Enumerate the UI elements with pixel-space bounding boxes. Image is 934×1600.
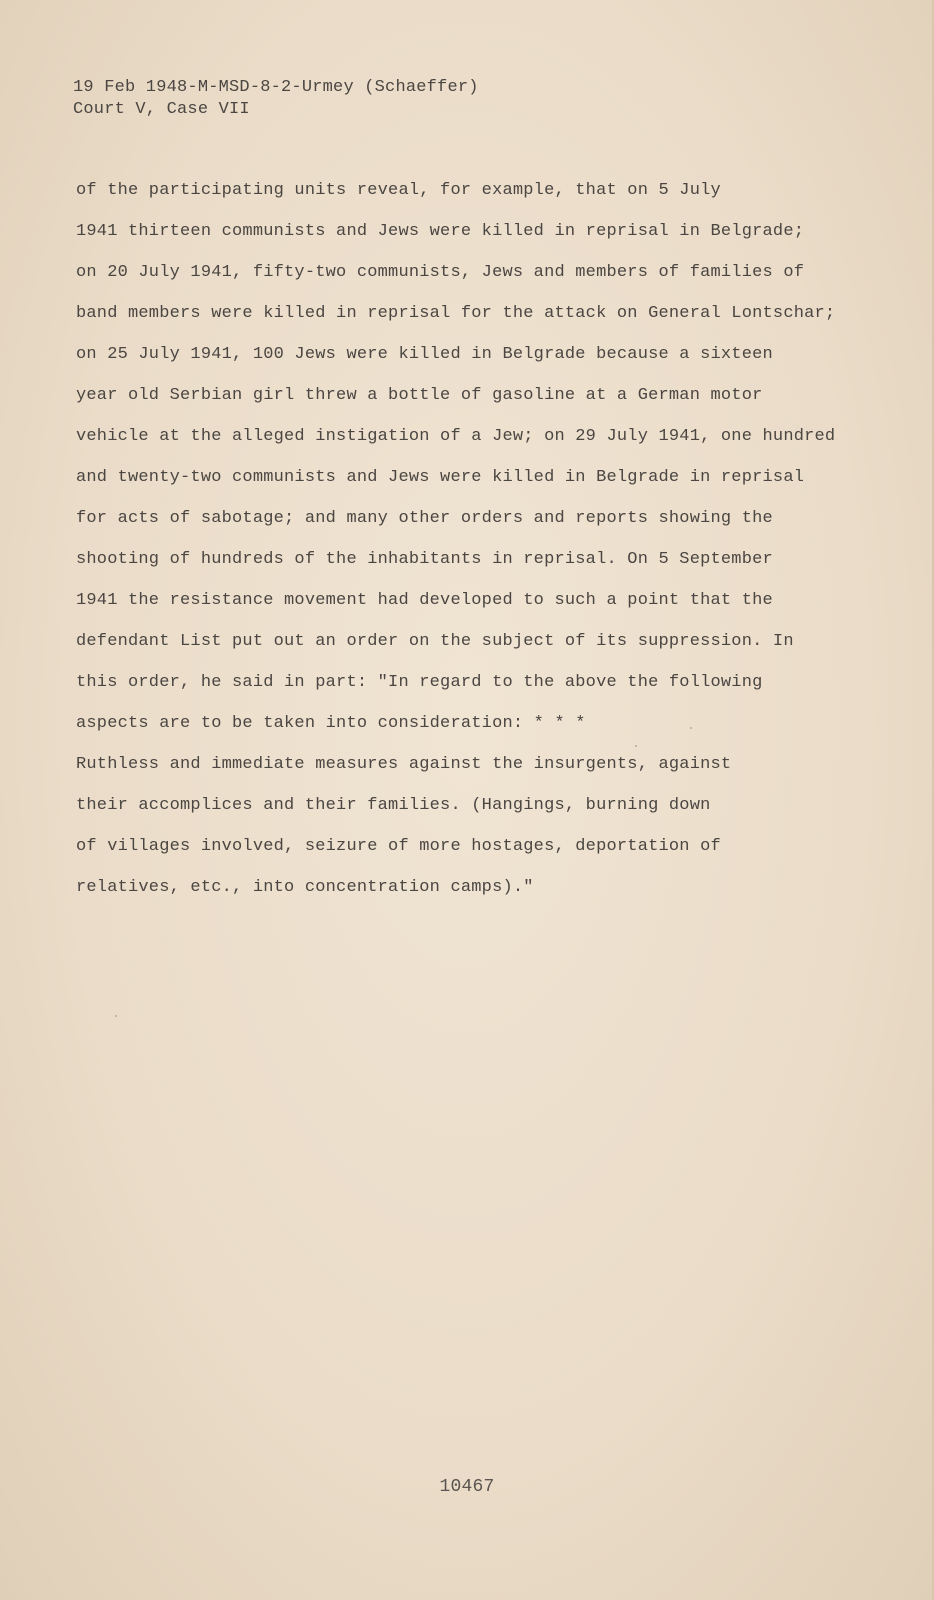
body-line: of villages involved, seizure of more hostages, deportation of bbox=[76, 837, 721, 856]
body-line: and twenty-two communists and Jews were killed in Belgrade in reprisal bbox=[76, 468, 805, 487]
body-line: band members were killed in reprisal for the attack on General Lontschar; bbox=[76, 304, 836, 323]
body-line: Ruthless and immediate measures against the insurgents, against bbox=[76, 755, 732, 774]
body-line: 1941 thirteen communists and Jews were killed in reprisal in Belgrade; bbox=[76, 222, 805, 241]
body-line: relatives, etc., into concentration camps)." bbox=[76, 878, 534, 897]
document-body bbox=[76, 180, 916, 918]
body-line: vehicle at the alleged instigation of a Jew; on 29 July 1941, one hundred bbox=[76, 427, 836, 446]
body-line: for acts of sabotage; and many other orders and reports showing the bbox=[76, 509, 773, 528]
body-line: aspects are to be taken into consideration: * * * bbox=[76, 714, 586, 733]
body-line: shooting of hundreds of the inhabitants in reprisal. On 5 September bbox=[76, 550, 773, 569]
page-number: 10467 bbox=[439, 1477, 495, 1497]
paper-speck bbox=[690, 727, 692, 729]
body-line: their accomplices and their families. (Hangings, burning down bbox=[76, 796, 711, 815]
header-reference-line: 19 Feb 1948-M-MSD-8-2-Urmey (Schaeffer) bbox=[73, 78, 479, 97]
body-line: defendant List put out an order on the subject of its suppression. In bbox=[76, 632, 794, 651]
body-line: this order, he said in part: "In regard to the above the following bbox=[76, 673, 763, 692]
body-line: year old Serbian girl threw a bottle of gasoline at a German motor bbox=[76, 386, 763, 405]
body-line: on 25 July 1941, 100 Jews were killed in Belgrade because a sixteen bbox=[76, 345, 773, 364]
header-court-line: Court V, Case VII bbox=[73, 100, 250, 119]
paper-speck bbox=[115, 1015, 117, 1017]
paper-speck bbox=[635, 745, 637, 747]
body-line: of the participating units reveal, for example, that on 5 July bbox=[76, 181, 721, 200]
document-header bbox=[73, 77, 479, 121]
body-line: 1941 the resistance movement had developed to such a point that the bbox=[76, 591, 773, 610]
body-line: on 20 July 1941, fifty-two communists, Jews and members of families of bbox=[76, 263, 805, 282]
